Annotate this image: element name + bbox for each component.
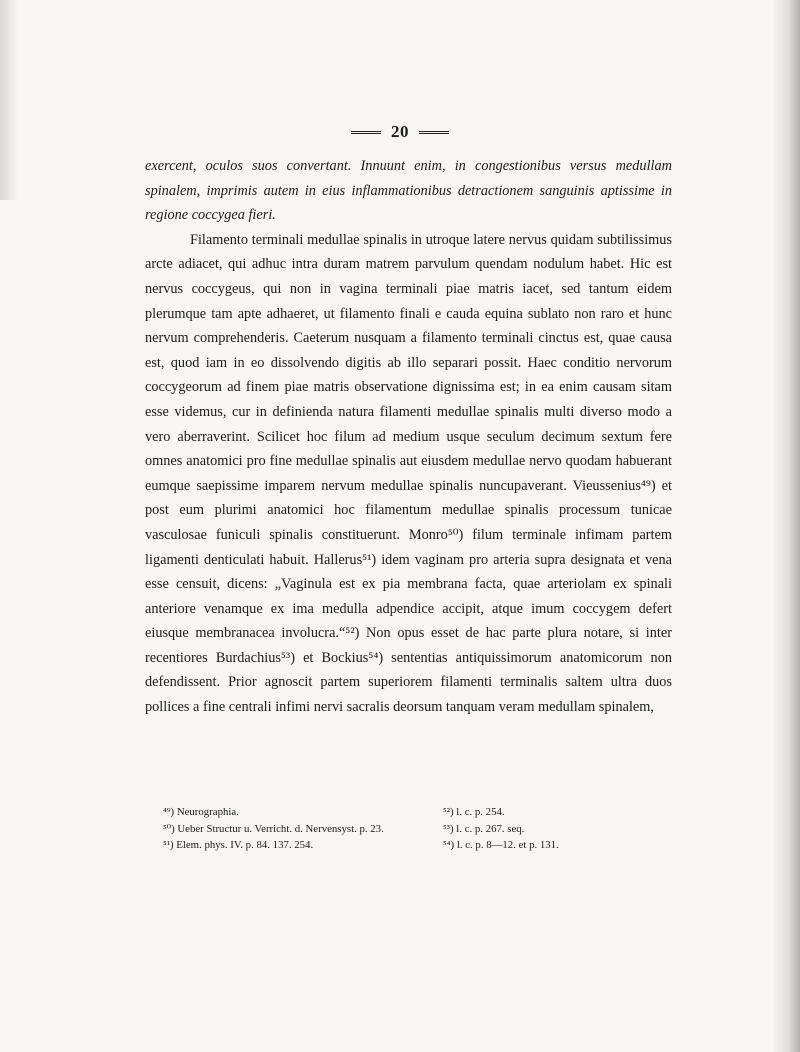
- page-number: 20: [391, 122, 409, 141]
- page-header: [0, 122, 800, 142]
- body-text: [145, 154, 672, 720]
- footnotes-right-column: [443, 804, 643, 854]
- scan-edge-shadow-right: [772, 0, 800, 1052]
- footnote-49: ⁴⁹) Neurographia.: [163, 806, 239, 818]
- footnote-53: ⁵³) l. c. p. 267. seq.: [443, 822, 525, 835]
- footnote-51: ⁵¹) Elem. phys. IV. p. 84. 137. 254.: [163, 839, 314, 851]
- footnote-54: ⁵⁴) l. c. p. 8—12. et p. 131.: [443, 839, 559, 851]
- footnotes-left-column: [163, 804, 425, 854]
- footnotes: [163, 804, 643, 854]
- scan-edge-shadow-left: [0, 0, 18, 200]
- paragraph-italic: exercent, oculos suos convertant. Innuunt enim, in congestionibus versus medullam spinalem, imprimis autem in eius inflammationibus detractionem sanguinis aptissime in regione coccygea fieri.: [145, 158, 672, 224]
- footnote-50: ⁵⁰) Ueber Structur u. Verricht. d. Nervensyst. p. 23.: [163, 822, 384, 835]
- header-rule-right: [419, 131, 449, 134]
- header-rule-left: [351, 131, 381, 134]
- footnote-52: ⁵²) l. c. p. 254.: [443, 806, 505, 818]
- paragraph-main: Filamento terminali medullae spinalis in utroque latere nervus quidam subtilissimus arcte adiacet, qui adhuc intra duram matrem parvulum quendam nodulum habet. Hic est nervus coccygeus, qui non in vagina terminali piae matris iacet, sed tantum eidem plerumque tam apte adhaeret, ut filamento finali e cauda equina sublato non raro et hunc nervum comprehenderis. Caeterum nusquam a filamento terminali cinctus est, quae causa est, quod iam in eo dissolvendo digitis ab illo separari possit. Haec conditio nervorum coccygeorum ad finem piae matris observatione dignissima est; in ea enim causam sitam esse videmus, cur in definienda natura filamenti medullae spinalis multi diverso modo a vero aberraverint. Scilicet hoc filum ad medium usque seculum decimum sextum fere omnes anatomici pro fine medullae spinalis aut eiusdem medullae nervo quodam habuerant eumque saepissime imparem nervum medullae spinalis nuncupaverant. Vieussenius⁴⁹) et post eum plurimi anatomici hoc filamentum medullae spinalis processum tunicae vasculosae funiculi spinalis constituerunt. Monro⁵⁰) filum terminale infimam partem ligamenti denticulati habuit. Hallerus⁵¹) idem vaginam pro arteria supra designata et vena esse censuit, dicens: „Vaginula est ex pia membrana facta, quae arteriolam ex spinali anteriore venamque ex ima medulla adpendice accipit, atque imum coccygem defert eiusque membranacea involucra.“⁵²) Non opus esset de hac parte plura notare, si inter recentiores Burdachius⁵³) et Bockius⁵⁴) sententias antiquissimorum anatomicorum non defendissent. Prior agnoscit partem superiorem filamenti terminalis saltem ultra duos pollices a fine centrali infimi nervi sacralis deorsum tanquam veram medullam spinalem,: [145, 231, 672, 716]
